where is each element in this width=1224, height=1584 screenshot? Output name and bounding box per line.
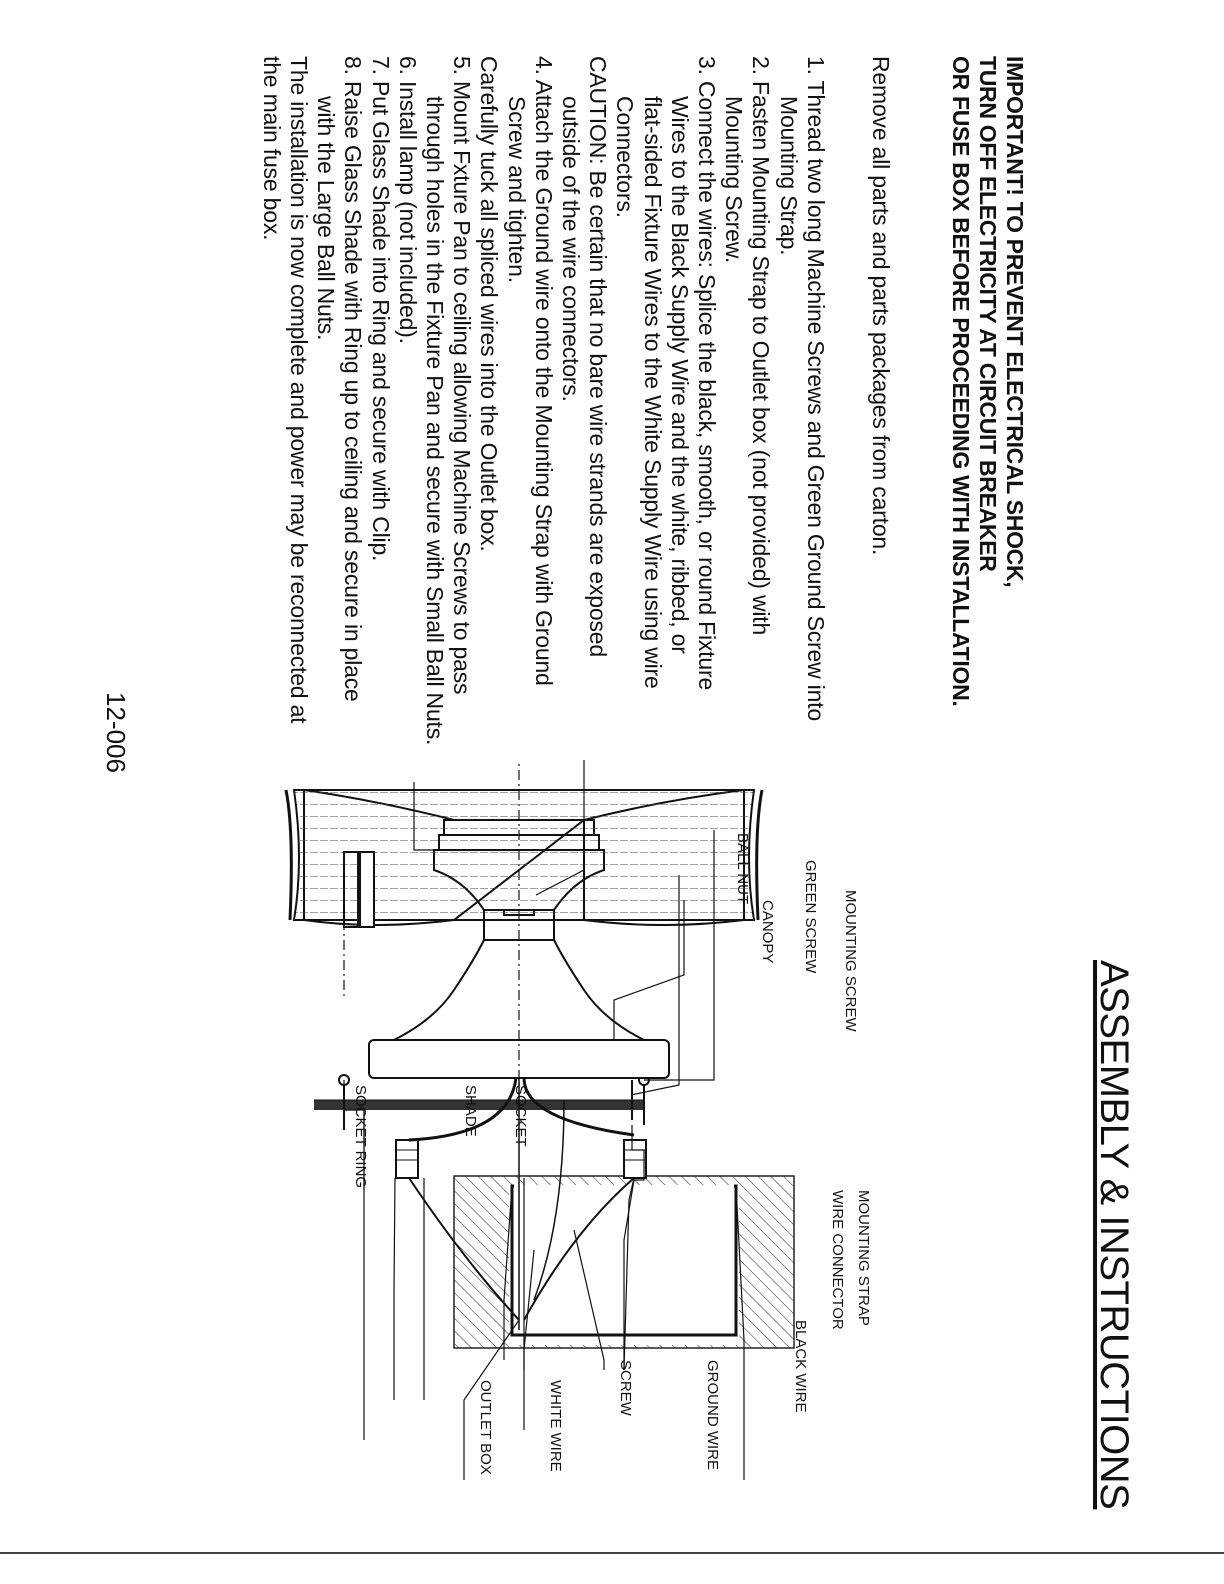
step-line: 5. Mount Fxture Pan to ceiling allowing Machine Screws to pass xyxy=(449,56,475,695)
label-canopy: CANOPY xyxy=(759,900,776,964)
wire-connector-bottom xyxy=(396,1140,418,1178)
label-screw: SCREW xyxy=(617,1360,634,1416)
label-green-screw: GREEN SCREW xyxy=(802,860,819,974)
step-line: Carefully tuck all spliced wires into the Outlet box. xyxy=(476,56,502,552)
completion-line: The installation is now complete and power may be reconnected at xyxy=(286,56,312,724)
step-line: Mounting Screw. xyxy=(721,96,747,264)
step-line: 4. Attach the Ground wire onto the Mounting Strap with Ground xyxy=(531,56,557,686)
label-outlet-box: OUTLET BOX xyxy=(477,1380,494,1475)
socket-ring xyxy=(344,852,374,927)
label-socket: SOCKET xyxy=(512,1085,529,1147)
label-ground-wire: GROUND WIRE xyxy=(704,1360,721,1470)
warning-line-1: IMPORTANT! TO PREVENT ELECTRICAL SHOCK, xyxy=(1002,56,1028,588)
label-ball-nut: BALL NUT xyxy=(734,833,751,905)
label-wire-connector: WIRE CONNECTOR xyxy=(829,1190,846,1330)
warning-line-3: OR FUSE BOX BEFORE PROCEEDING WITH INSTALLATION. xyxy=(948,56,974,707)
wire-connector-top xyxy=(624,1140,646,1178)
step-line: 1. Thread two long Machine Screws and Green Ground Screw into xyxy=(803,56,829,721)
label-shade: SHADE xyxy=(462,1085,479,1137)
label-black-wire: BLACK WIRE xyxy=(792,1320,809,1413)
completion-line: the main fuse box. xyxy=(259,56,285,241)
caution-line: outside of the wire connectors. xyxy=(558,96,584,402)
step-line: Connectors. xyxy=(612,96,638,218)
label-mounting-strap: MOUNTING STRAP xyxy=(855,1190,872,1326)
step-line: flat-sided Fixture Wires to the White Supply Wire using wire xyxy=(640,96,666,689)
label-socket-ring: SOCKET RING xyxy=(352,1085,369,1189)
step-line: Screw and tighten. xyxy=(504,96,530,283)
step-line: 3. Connect the wires: Splice the black, smooth, or round Fixture xyxy=(694,56,720,691)
warning-line-2: TURN OFF ELECTRICITY AT CIRCUIT BREAKER xyxy=(975,56,1001,572)
step-line: Mounting Strap. xyxy=(776,96,802,256)
step-line: 6. Install lamp (not included). xyxy=(395,56,421,344)
caution-line: CAUTION: Be certain that no bare wire strands are exposed xyxy=(585,56,611,657)
document-number: 12-006 xyxy=(101,692,131,773)
step-line: through holes in the Fixture Pan and secure with Small Ball Nuts. xyxy=(422,96,448,746)
page-title: ASSEMBLY & INSTRUCTIONS xyxy=(1092,960,1136,1510)
intro-text: Remove all parts and parts packages from carton. xyxy=(868,56,894,556)
step-line: with the Large Ball Nuts. xyxy=(313,96,339,341)
step-line: 7. Put Glass Shade into Ring and secure with Clip. xyxy=(368,56,394,562)
label-mounting-screw: MOUNTING SCREW xyxy=(842,890,859,1032)
fixture-diagram xyxy=(24,760,924,1550)
page-edge-rule xyxy=(0,1552,1224,1554)
step-line: 2. Fasten Mounting Strap to Outlet box (not provided) with xyxy=(748,56,774,636)
step-line: Wires to the Black Supply Wire and the white, ribbed, or xyxy=(667,96,693,654)
label-white-wire: WHITE WIRE xyxy=(547,1380,564,1472)
step-line: 8. Raise Glass Shade with Ring up to ceiling and secure in place xyxy=(340,56,366,702)
